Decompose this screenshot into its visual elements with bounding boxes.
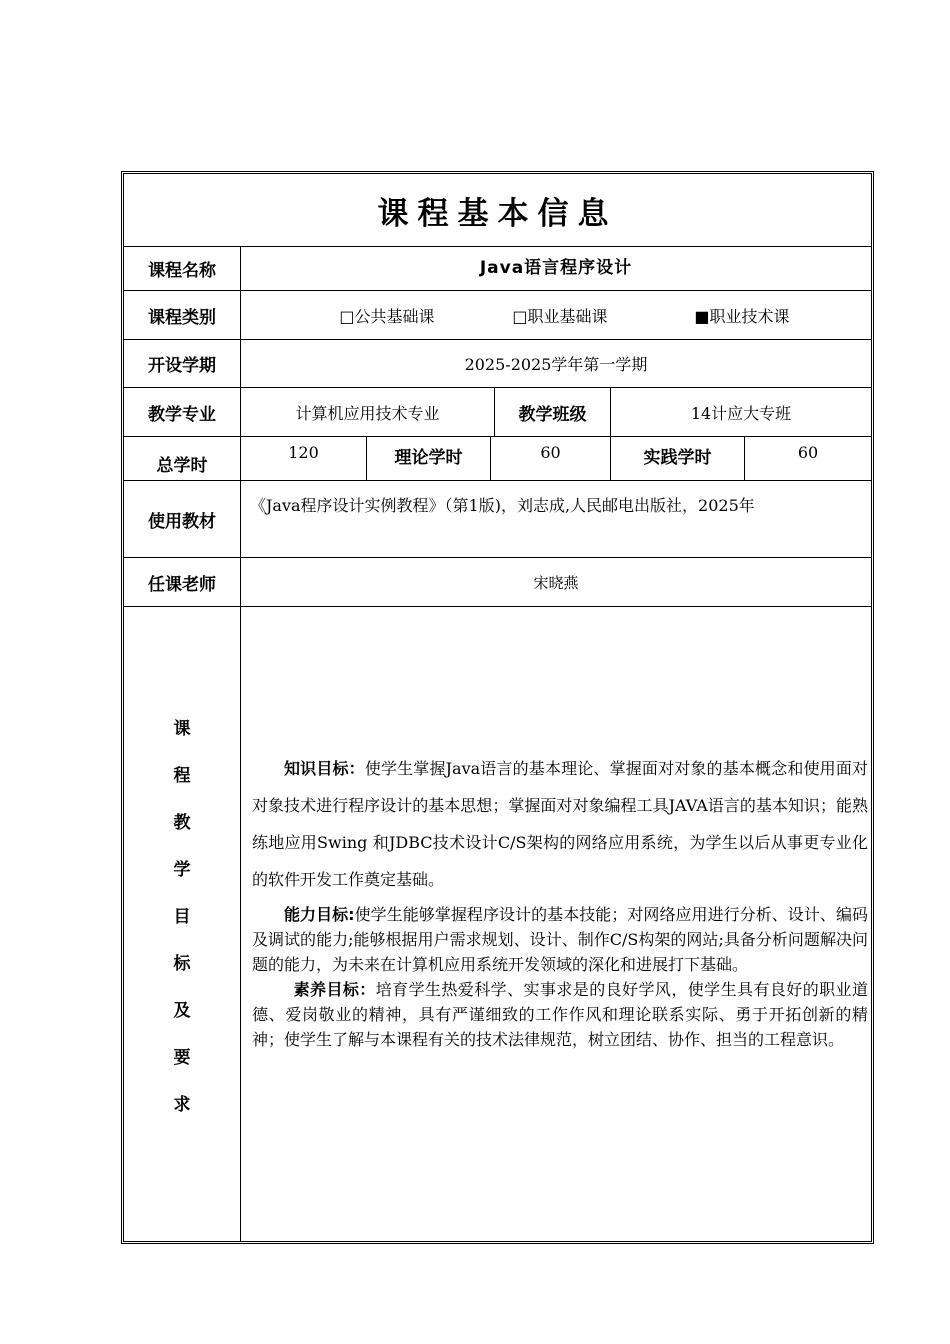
quality-goal-heading: 素养目标： [293,980,376,999]
practice-hours-value: 60 [797,443,819,462]
page-title: 课程基本信息 [377,195,618,232]
teacher-value: 宋晓燕 [533,573,579,592]
semester-value: 2025-2025学年第一学期 [464,355,648,374]
ability-goal [252,902,868,977]
textbook-value: 《Java程序设计实例教程》（第1版)，刘志成,人民邮电出版社，2025年 [250,496,755,515]
goals-label-char: 求 [173,1094,191,1115]
knowledge-goal-text: 使学生掌握Java语言的基本理论、掌握面对对象的基本概念和使用面对对象技术进行程序设计的基本思想；掌握面对对象编程工具JAVA语言的基本知识；能熟练地应用Swing 和JDBC技术设计C/S架构的网络应用系统，为学生以后从事更专业化的软件开发工作奠定基础。 [252,759,868,889]
option-label: 职业技术课 [709,306,790,326]
goals-text [252,750,868,1052]
knowledge-goal [252,750,868,898]
goals-label-char: 学 [173,859,191,880]
goals-label-char: 目 [173,906,191,927]
practice-hours-label: 实践学时 [643,448,712,468]
goals-label-char: 要 [173,1047,191,1068]
course-type-option [694,304,789,327]
course-type-label: 课程类别 [148,307,216,328]
option-label: 职业基础课 [527,306,608,326]
ability-goal-heading: 能力目标: [284,905,355,924]
course-type-options [241,291,871,339]
semester-label: 开设学期 [148,356,216,376]
course-type-option [339,304,512,327]
textbook-label: 使用教材 [148,511,216,532]
total-hours-value: 120 [288,443,319,462]
course-type-option [512,304,694,327]
quality-goal-text: 培育学生热爱科学、实事求是的良好学风，使学生具有良好的职业道德、爱岗敬业的精神，具有严谨细致的工作作风和理论联系实际、勇于开拓创新的精神；使学生了解与本课程有关的技术法律规范，树立团结、协作、担当的工程意识。 [252,980,868,1049]
theory-hours-value: 60 [540,443,561,462]
goals-label-char: 及 [173,1000,191,1021]
checkbox-icon: □ [339,306,355,326]
major-value: 计算机应用技术专业 [295,403,440,423]
quality-goal [252,977,868,1052]
course-name-value: Java语言程序设计 [479,258,633,278]
goals-label-char: 标 [173,953,191,974]
knowledge-goal-heading: 知识目标： [284,759,365,778]
major-label: 教学专业 [148,404,216,425]
course-info-table [121,171,874,1244]
goals-label-char: 课 [173,718,191,739]
course-name-label: 课程名称 [148,261,216,281]
class-value: 14计应大专班 [690,403,792,423]
goals-label-char: 教 [173,812,191,833]
checkbox-filled-icon: ■ [694,306,710,326]
checkbox-icon: □ [512,306,528,326]
goals-label-char: 程 [173,765,191,786]
option-label: 公共基础课 [354,306,435,326]
ability-goal-text: 使学生能够掌握程序设计的基本技能；对网络应用进行分析、设计、编码及调试的能力;能够根据用户需求规划、设计、制作C/S构架的网站;具备分析问题解决问题的能力，为未来在计算机应用系统开发领域的深化和进展打下基础。 [252,905,868,974]
goals-content [124,607,871,1241]
class-label: 教学班级 [518,404,587,425]
teacher-label: 任课老师 [148,574,216,595]
theory-hours-label: 理论学时 [394,448,463,468]
total-hours-label: 总学时 [156,456,208,476]
